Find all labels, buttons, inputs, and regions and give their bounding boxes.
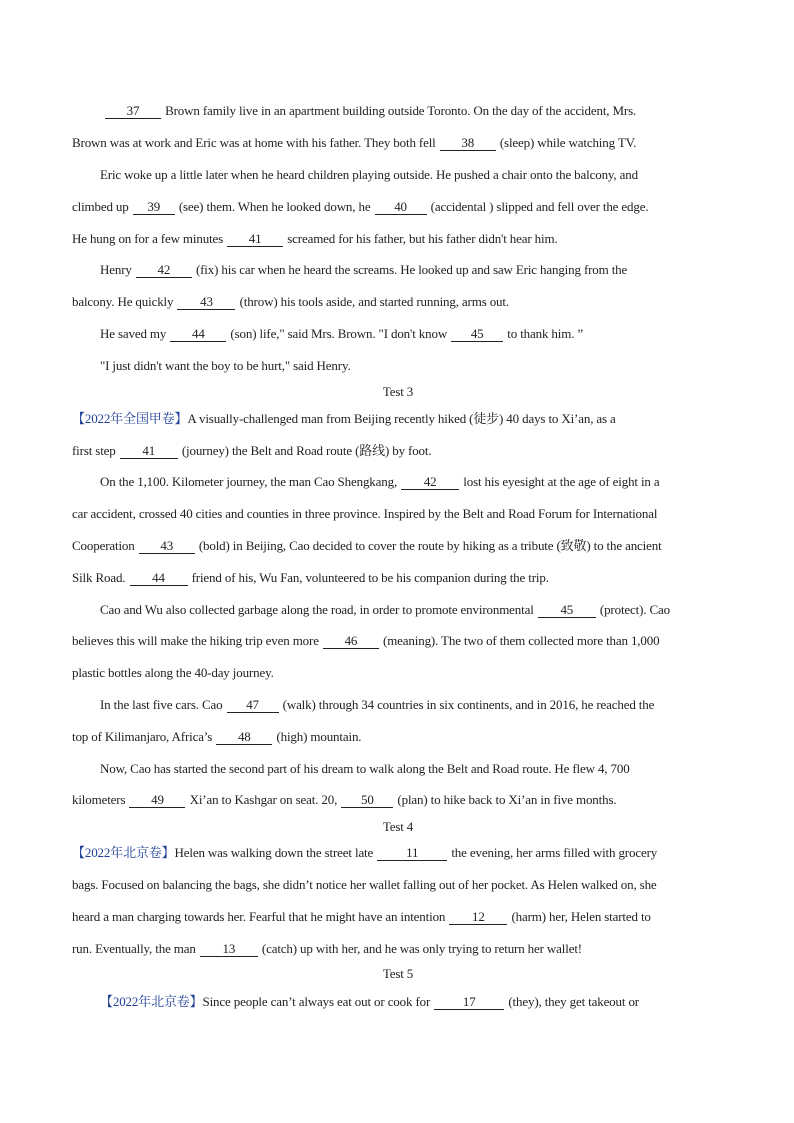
answer-blank: 42: [401, 475, 459, 490]
line-text: Eric woke up a little later when he heard children playing outside. He pushed a chair onto the balcony, and: [100, 167, 638, 182]
answer-blank: 45: [451, 327, 503, 342]
line-text: Cooperation: [72, 538, 138, 553]
line-text: balcony. He quickly: [72, 294, 177, 309]
line-text: (bold) in Beijing, Cao decided to cover the route by hiking as a tribute (致敬) to the ancient: [195, 538, 662, 553]
text-line: [100, 602, 724, 618]
text-line: [72, 538, 724, 554]
answer-blank: 46: [323, 634, 379, 649]
line-text: A visually-challenged man from Beijing recently hiked (徒步) 40 days to Xi’an, as a: [187, 411, 616, 426]
text-line: [100, 358, 724, 374]
text-line: [72, 135, 724, 151]
text-line: [100, 994, 724, 1010]
line-text: to thank him. ”: [504, 326, 584, 341]
line-text: (high) mountain.: [273, 729, 362, 744]
answer-blank: 41: [120, 444, 178, 459]
answer-blank: 45: [538, 603, 596, 618]
line-text: Silk Road.: [72, 570, 129, 585]
answer-blank: 41: [227, 232, 283, 247]
text-line: [100, 474, 724, 490]
line-text: lost his eyesight at the age of eight in a: [460, 474, 660, 489]
text-line: [72, 665, 724, 681]
line-text: Brown was at work and Eric was at home with his father. They both fell: [72, 135, 439, 150]
text-line: [100, 761, 724, 777]
answer-blank: 43: [139, 539, 195, 554]
answer-blank: 49: [129, 793, 185, 808]
answer-blank: 50: [341, 793, 393, 808]
line-text: (throw) his tools aside, and started running, arms out.: [236, 294, 509, 309]
text-line: [72, 506, 724, 522]
line-text: He hung on for a few minutes: [72, 231, 227, 246]
answer-blank: 11: [377, 846, 447, 861]
text-line: [100, 326, 724, 342]
answer-blank: 12: [449, 910, 507, 925]
line-text: bags. Focused on balancing the bags, she didn’t notice her wallet falling out of her pocket. As Helen walked on, she: [72, 877, 657, 892]
answer-blank: 13: [200, 942, 258, 957]
answer-blank: 44: [170, 327, 226, 342]
line-text: car accident, crossed 40 cities and counties in three province. Inspired by the Belt and Road Forum for International: [72, 506, 658, 521]
answer-blank: 37: [105, 104, 161, 119]
text-line: [72, 199, 724, 215]
answer-blank: 39: [133, 200, 175, 215]
line-text: Helen was walking down the street late: [174, 845, 377, 860]
line-text: believes this will make the hiking trip even more: [72, 633, 322, 648]
text-line: [72, 845, 724, 861]
text-line: [72, 941, 724, 957]
line-text: (harm) her, Helen started to: [508, 909, 651, 924]
line-text: (protect). Cao: [596, 602, 670, 617]
answer-blank: 42: [136, 263, 192, 278]
answer-blank: 43: [177, 295, 235, 310]
text-line: [72, 294, 724, 310]
line-text: Henry: [100, 262, 135, 277]
line-text: (plan) to hike back to Xi’an in five months.: [394, 792, 617, 807]
text-line: [72, 729, 724, 745]
text-line: [72, 411, 724, 427]
line-text: (catch) up with her, and he was only trying to return her wallet!: [258, 941, 582, 956]
section-heading: Test 5: [382, 966, 414, 981]
line-text: (see) them. When he looked down, he: [175, 199, 374, 214]
line-text: screamed for his father, but his father didn't hear him.: [284, 231, 558, 246]
line-text: (fix) his car when he heard the screams. He looked up and saw Eric hanging from the: [192, 262, 628, 277]
answer-blank: 38: [440, 136, 496, 151]
text-line: [100, 167, 724, 183]
text-line: [72, 443, 724, 459]
line-text: top of Kilimanjaro, Africa’s: [72, 729, 216, 744]
line-text: (walk) through 34 countries in six continents, and in 2016, he reached the: [279, 697, 655, 712]
line-text: run. Eventually, the man: [72, 941, 199, 956]
text-line: [72, 231, 724, 247]
line-text: Brown family live in an apartment building outside Toronto. On the day of the accident, Mrs.: [162, 103, 637, 118]
line-text: Cao and Wu also collected garbage along the road, in order to promote environmental: [100, 602, 537, 617]
text-line: [72, 792, 724, 808]
source-tag: 【2022年全国甲卷】: [72, 411, 188, 426]
line-text: Xi’an to Kashgar on seat. 20,: [186, 792, 341, 807]
text-line: [100, 697, 724, 713]
answer-blank: 44: [130, 571, 188, 586]
line-text: the evening, her arms filled with grocery: [448, 845, 658, 860]
text-line: [72, 570, 724, 586]
text-line: [100, 262, 724, 278]
line-text: Now, Cao has started the second part of his dream to walk along the Belt and Road route. He flew 4, 700: [100, 761, 630, 776]
line-text: "I just didn't want the boy to be hurt," said Henry.: [100, 358, 351, 373]
line-text: He saved my: [100, 326, 170, 341]
text-line: [72, 633, 724, 649]
text-line: [72, 909, 724, 925]
section-heading: Test 4: [382, 819, 414, 834]
line-text: plastic bottles along the 40-day journey.: [72, 665, 274, 680]
source-tag: 【2022年北京卷】: [100, 994, 203, 1009]
answer-blank: 40: [375, 200, 427, 215]
answer-blank: 48: [216, 730, 272, 745]
line-text: climbed up: [72, 199, 132, 214]
line-text: (they), they get takeout or: [505, 994, 639, 1009]
line-text: Since people can’t always eat out or cook for: [202, 994, 434, 1009]
line-text: kilometers: [72, 792, 129, 807]
answer-blank: 17: [434, 995, 504, 1010]
text-line: [104, 103, 724, 119]
line-text: (accidental ) slipped and fell over the edge.: [427, 199, 649, 214]
line-text: (journey) the Belt and Road route (路线) by foot.: [178, 443, 432, 458]
section-heading: Test 3: [382, 384, 414, 399]
line-text: friend of his, Wu Fan, volunteered to be his companion during the trip.: [188, 570, 549, 585]
line-text: On the 1,100. Kilometer journey, the man Cao Shengkang,: [100, 474, 401, 489]
line-text: heard a man charging towards her. Fearful that he might have an intention: [72, 909, 449, 924]
line-text: (meaning). The two of them collected more than 1,000: [379, 633, 660, 648]
line-text: (sleep) while watching TV.: [496, 135, 637, 150]
line-text: first step: [72, 443, 119, 458]
answer-blank: 47: [227, 698, 279, 713]
line-text: In the last five cars. Cao: [100, 697, 226, 712]
text-line: [72, 877, 724, 893]
line-text: (son) life," said Mrs. Brown. "I don't know: [227, 326, 451, 341]
source-tag: 【2022年北京卷】: [72, 845, 175, 860]
